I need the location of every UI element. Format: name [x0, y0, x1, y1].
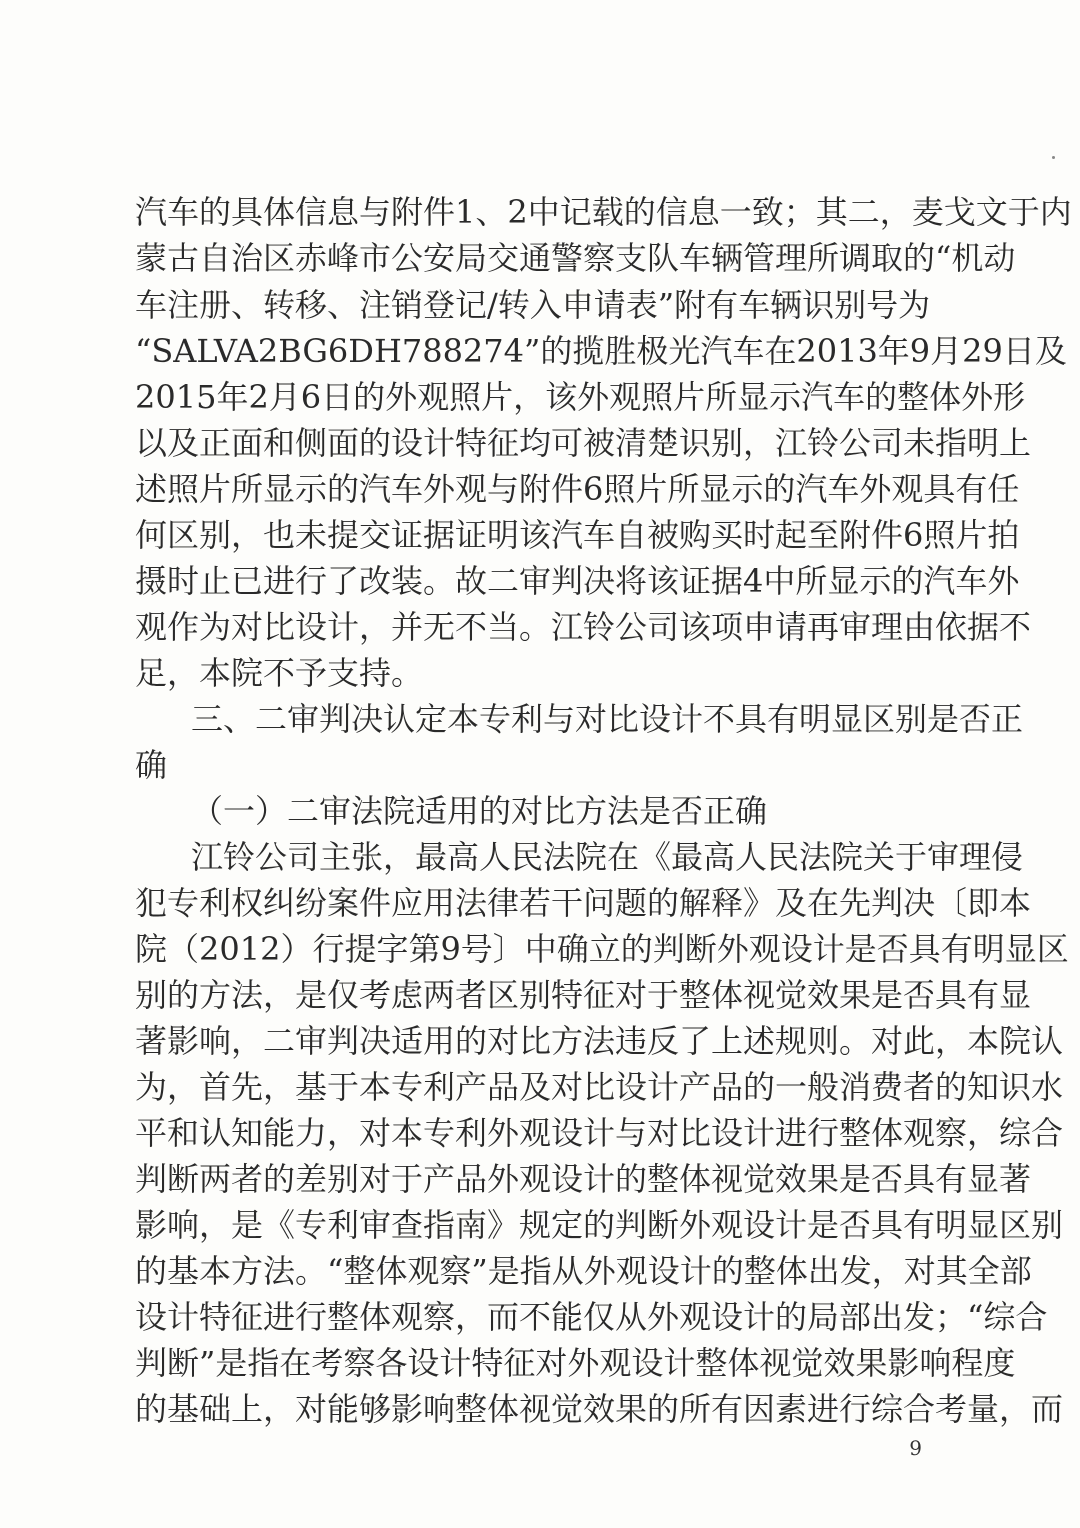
body-line-19: 著影响，二审判决适用的对比方法违反了上述规则。对此，本院认 — [135, 1022, 1064, 1060]
body-line-21: 平和认知能力，对本专利外观设计与对比设计进行整体观察，综合 — [135, 1114, 1064, 1152]
body-line-2: 蒙古自治区赤峰市公安局交通警察支队车辆管理所调取的“机动 — [135, 239, 1016, 277]
section-heading-3-line-2: 确 — [135, 746, 168, 784]
body-line-4: “SALVA2BG6DH788274”的揽胜极光汽车在2013年9月29日及 — [135, 332, 1067, 370]
scan-speck — [1052, 156, 1055, 159]
body-line-24: 的基本方法。“整体观察”是指从外观设计的整体出发，对其全部 — [135, 1252, 1032, 1290]
body-line-18: 别的方法，是仅考虑两者区别特征对于整体视觉效果是否具有显 — [135, 976, 1032, 1014]
body-line-8: 何区别，也未提交证据证明该汽车自被购买时起至附件6照片拍 — [135, 516, 1020, 554]
section-heading-3-line-1: 三、二审判决认定本专利与对比设计不具有明显区别是否正 — [191, 700, 1024, 738]
body-line-27: 的基础上，对能够影响整体视觉效果的所有因素进行综合考量，而 — [135, 1390, 1064, 1428]
body-line-5: 2015年2月6日的外观照片，该外观照片所显示汽车的整体外形 — [135, 378, 1026, 416]
body-line-11: 足，本院不予支持。 — [135, 654, 424, 692]
body-line-6: 以及正面和侧面的设计特征均可被清楚识别，江铃公司未指明上 — [135, 424, 1032, 462]
body-line-16: 犯专利权纠纷案件应用法律若干问题的解释》及在先判决〔即本 — [135, 884, 1032, 922]
body-line-26: 判断”是指在考察各设计特征对外观设计整体视觉效果影响程度 — [135, 1344, 1016, 1382]
body-line-20: 为，首先，基于本专利产品及对比设计产品的一般消费者的知识水 — [135, 1068, 1064, 1106]
body-line-1: 汽车的具体信息与附件1、2中记载的信息一致；其二，麦戈文于内 — [135, 193, 1072, 231]
body-line-23: 影响，是《专利审查指南》规定的判断外观设计是否具有明显区别 — [135, 1206, 1064, 1244]
body-line-15: 江铃公司主张，最高人民法院在《最高人民法院关于审理侵 — [191, 838, 1024, 876]
subsection-heading-1: （一）二审法院适用的对比方法是否正确 — [191, 792, 768, 830]
page-number: 9 — [909, 1436, 922, 1460]
body-line-10: 观作为对比设计，并无不当。江铃公司该项申请再审理由依据不 — [135, 608, 1032, 646]
body-line-25: 设计特征进行整体观察，而不能仅从外观设计的局部出发；“综合 — [135, 1298, 1048, 1336]
body-line-7: 述照片所显示的汽车外观与附件6照片所显示的汽车外观具有任 — [135, 470, 1020, 508]
body-line-17: 院（2012）行提字第9号〕中确立的判断外观设计是否具有明显区 — [135, 930, 1069, 968]
body-line-22: 判断两者的差别对于产品外观设计的整体视觉效果是否具有显著 — [135, 1160, 1032, 1198]
body-line-9: 摄时止已进行了改装。故二审判决将该证据4中所显示的汽车外 — [135, 562, 1020, 600]
body-line-3: 车注册、转移、注销登记/转入申请表”附有车辆识别号为 — [135, 286, 931, 324]
